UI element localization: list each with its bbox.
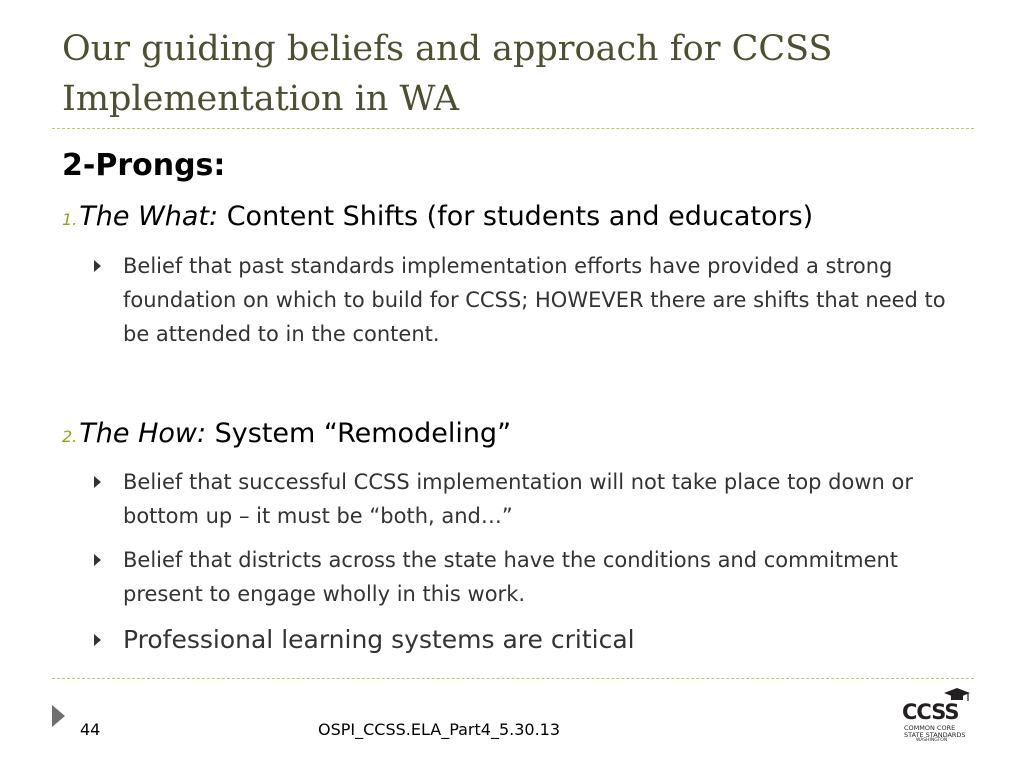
bullet-item: Belief that past standards implementation efforts have provided a strong foundation on which to build for CCSS; HOWEVER there are shifts that need to be attended to in the content. [123, 254, 946, 346]
prong-label: The What: [79, 201, 219, 232]
slide-title: Our guiding beliefs and approach for CCSS Implementation in WA [62, 29, 833, 119]
bullet-item: Professional learning systems are critical [123, 625, 635, 654]
bullet-arrow-icon [94, 260, 101, 272]
prongs-heading: 2-Prongs: [62, 148, 226, 183]
prong-text: Content Shifts (for students and educators) [218, 201, 814, 232]
play-icon [52, 705, 65, 727]
logo-ccss-text: CCSS [902, 700, 959, 724]
bullet-arrow-icon [94, 634, 101, 646]
ccss-logo [898, 688, 978, 746]
prong-what [62, 199, 813, 238]
prong-how [62, 416, 511, 455]
bullet-item: Belief that successful CCSS implementation will not take place top down or bottom up – it must be “both, and…” [123, 470, 914, 528]
prong-text: System “Remodeling” [206, 418, 512, 449]
footer-code: OSPI_CCSS.ELA_Part4_5.30.13 [318, 720, 561, 739]
title-divider [52, 128, 974, 129]
logo-line3: WASHINGTON [916, 738, 948, 743]
prong-number: 1. [62, 210, 78, 229]
bullet-item: Belief that districts across the state have the conditions and commitment present to engage wholly in this work. [123, 548, 899, 606]
prong-label: The How: [79, 418, 207, 449]
prong-number: 2. [62, 427, 78, 446]
logo-line2: STATE STANDARDS [904, 731, 966, 739]
footer-divider [52, 678, 974, 679]
slide-number: 44 [80, 720, 101, 739]
bullet-arrow-icon [94, 554, 101, 566]
logo-line1: COMMON CORE [904, 724, 956, 732]
bullet-arrow-icon [94, 476, 101, 488]
